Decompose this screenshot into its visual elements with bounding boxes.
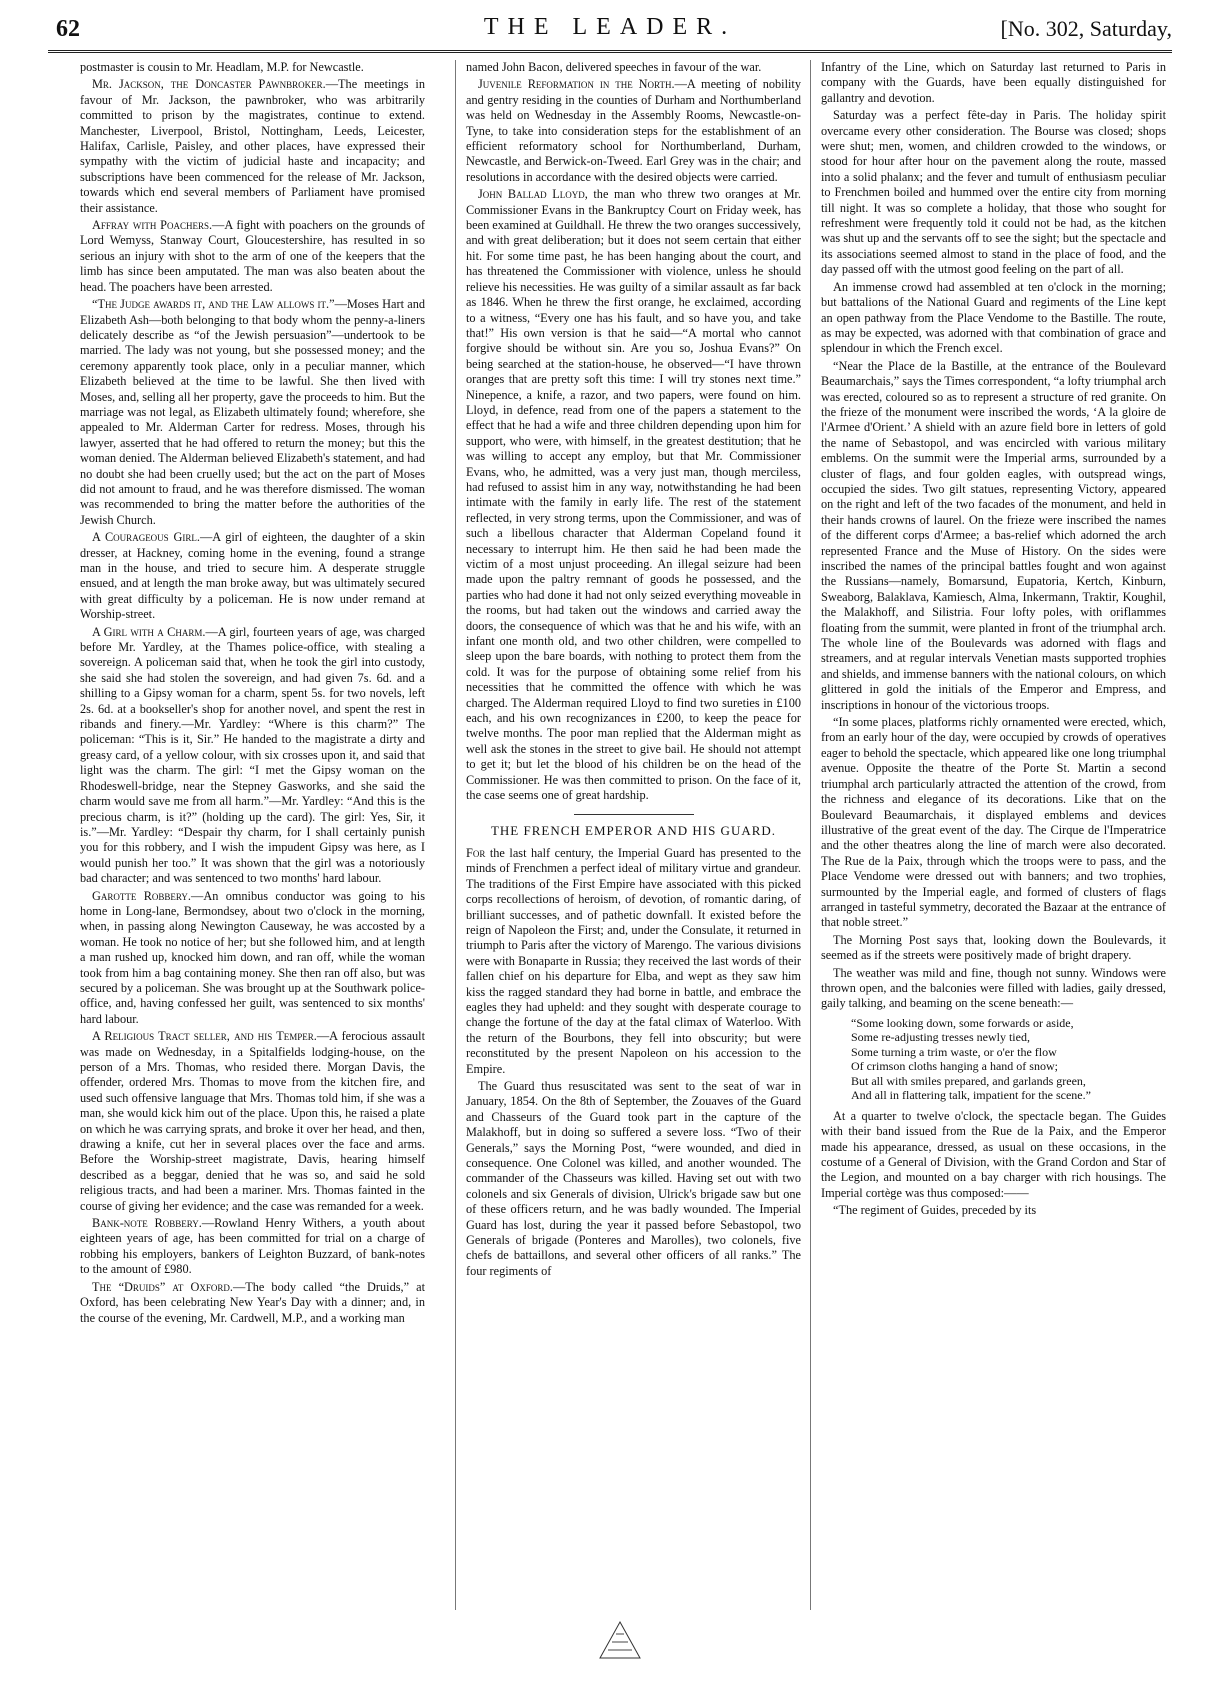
article-text: At a quarter to twelve o'clock, the spectacle began. The Guides with their band issued from the Rue de la Paix, and the Emperor made his appearance, dressed, as usual on these occasions, in the costume of a General of Division, with the Grand Cordon and Star of the Legion, and mounted on a bay charger with rich housings. The Imperial cortège was thus composed:——: [821, 1108, 1166, 1200]
article-paragraph: [80, 530, 425, 622]
article-text: The Morning Post says that, looking down the Boulevards, it seemed as if the streets were positively made of bright drapery.: [821, 932, 1166, 963]
article-paragraph: [821, 280, 1166, 357]
article-heading: Garotte Robbery.: [92, 888, 192, 903]
article-text: —A girl of eighteen, the daughter of a skin dresser, at Hackney, coming home in the evening, found a strange man in the house, and tried to secure him. A desperate struggle ensued, and at length the man broke away, but was ultimately secured with great difficulty by a policeman. He is now under remand at Worship-street.: [80, 530, 425, 622]
article-text: —Rowland Henry Withers, a youth about eighteen years of age, has been committed for trial on a charge of robbing his employers, bankers of Leighton Buzzard, of bank-notes to the amount of £980.: [80, 1216, 425, 1277]
page-number: 62: [56, 16, 80, 42]
article-text: —A fight with poachers on the grounds of Lord Wemyss, Stanway Court, Gloucestershire, has resulted in so serious an injury with shot to the arm of one of the keepers that the limb has since been amputated. The man was also beaten about the head. The poachers have been arrested.: [80, 218, 425, 294]
verse-line: Some turning a trim waste, or o'er the flow: [851, 1044, 1057, 1059]
article-text: —The body called “the Druids,” at Oxford, has been celebrating New Year's Day with a dinner; and, in the course of the evening, Mr. Cardwell, M.P., and a working man: [80, 1279, 425, 1325]
article-text: —A meeting of nobility and gentry residing in the counties of Durham and Northumberland was held on Wednesday in the Assembly Rooms, Newcastle-on-Tyne, to take into consideration steps for the establishment of an efficient reformatory school for Northumberland, Durham, Newcastle, and Berwick-on-Tweed. Earl Grey was in the chair; and resolutions in accordance with the desired objects were carried.: [466, 77, 801, 184]
article-heading: A Courageous Girl.: [92, 530, 200, 545]
article-paragraph: [821, 60, 1166, 106]
article-text: “In some places, platforms richly ornamented were erected, which, from an early hour of the day, were occupied by crowds of operatives eager to behold the spectacle, which appeared like one long triumphal avenue. Opposite the theatre of the Porte St. Martin a second triumphal arch particularly attracted the attention of the crowd, from the richness and elegance of its decorations. Like that on the Boulevard Beaumarchais, it displayed emblems and devices illustrative of the great event of the day. The Cirque de l'Imperatrice and the other theatres along the line of march were also decorated. The Rue de la Paix, through which the troops were to pass, and the Place Vendome were dressed out with banners; and two trophies, surmounted by the Imperial eagle, and formed of clusters of flags arranged in tasteful symmetry, decorated the Bazaar at the entrance of that noble street.”: [821, 715, 1166, 930]
column-right: [810, 60, 1166, 1610]
section-paragraph: [466, 846, 801, 1077]
column-right-end: [821, 1109, 1166, 1219]
section-text: The Guard thus resuscitated was sent to the seat of war in January, 1854. On the 8th of September, the Zouaves of the Guard and Chasseurs of the Guard took part in the capture of the Malakhoff, but in doing so suffered a severe loss. “Two of their Generals,” says the Morning Post, “were wounded, and died in consequence. One Colonel was killed, and another wounded. The commander of the Chasseurs was killed. Having set out with two colonels and six Generals of division, Ulrick's brigade saw but one of these officers return, and he was badly wounded. The Imperial Guard has lost, during the year it passed before Sebastopol, two Generals of brigade (Ponteres and Marolles), two colonels, five chefs de battaillons, and several other officers of all ranks.” The four regiments of: [466, 1079, 801, 1278]
article-heading: A Girl with a Charm.: [92, 624, 206, 639]
article-text: Saturday was a perfect fête-day in Paris. The holiday spirit overcame every other consideration. The Bourse was closed; shops were shut; men, women, and children crowded to the windows, or stood for hour after hour on the pavement along the route, massed into a solid phalanx; and the fever and tumult of enthusiasm peculiar to Frenchmen boiled and hummed over the entire city from morning till night. It was so complete a holiday, that those who sought for refreshment were frequently told it could not be had, as the kitchen was shut up and the servants off to see the sight; but the spectacle and its associations seemed almost to stand in the place of food, and the day passed off with the utmost good feeling on the part of all.: [821, 108, 1166, 277]
verse-quote: [851, 1016, 1166, 1103]
article-paragraph: [80, 1280, 425, 1326]
verse-line: But all with smiles prepared, and garlands green,: [851, 1073, 1086, 1088]
article-heading: “The Judge awards it, and the Law allows it.”: [92, 297, 335, 312]
verse-line: And all in flattering talk, impatient for the scene.”: [851, 1088, 1091, 1103]
article-text: the man who threw two oranges at Mr. Commissioner Evans in the Bankruptcy Court on Friday week, has been examined at Guildhall. He threw the two oranges successively, and with great deliberation; but it does not seem certain that either hit. For some time past, he has been hanging about the court, and has threatened the Commissioner with violence, unless he should relieve his necessities. He was guilty of a similar assault as far back as 1846. When he threw the first orange, he exclaimed, according to a witness, “Every one has his fault, and so have you, and take that!” His own version is that he said—“A mortal who cannot forgive should be without sin. Are you so, Joshua Evans?” On being searched at the station-house, he observed—“I have thrown oranges that are pretty soft this time: I will try stones next time.” Ninepence, a knife, a razor, and two papers, were found on him. Lloyd, in defence, read from one of the papers a statement to the effect that he had a wife and three children depending upon him for support, who were, with himself, in the greatest destitution; that he was willing to accept any employ, but that Mr. Commissioner Evans, who, he admitted, was a very just man, though merciless, had refused to assist him in any way, notwithstanding he had been intimate with the family in early life. The rest of the statement reflected, in very strong terms, upon the Commissioner, and was of such a libellous character that Alderman Copeland found it necessary to interrupt him. He then said he had been made the victim of a most unjust proceeding. An illegal seizure had been made upon the paltry remnant of goods he possessed, and the parties who had done it had not only seized everything moveable in the rooms, but had taken out the windows and carried away the doors, the consequence of which was that he and his wife, with an infant one month old, and two other children, were compelled to sleep upon the bare boards, with nothing to protect them from the cold. It was for the purpose of obtaining some relief from his necessities that he committed the offence with which he was charged. The Alderman required Lloyd to find two sureties in £100 each, and his own recognizances in £200, to keep the peace for twelve months. The poor man replied that the Alderman might as well ask the stones in the street to give bail. He should not attempt to get it; but let the blood of his children be on the head of the Commissioner. He was then committed to prison. On the face of it, the case seems one of great hardship.: [466, 187, 801, 803]
article-paragraph: [821, 108, 1166, 277]
article-paragraph: [821, 1203, 1166, 1218]
section-body: [466, 846, 801, 1279]
article-paragraph: [466, 77, 801, 185]
article-text: —The meetings in favour of Mr. Jackson, the pawnbroker, who was arbitrarily committed to prison by the magistrates, continue to extend. Manchester, Liverpool, Bristol, Nottingham, Leeds, Leicester, Halifax, Carlisle, Paisley, and other places, have expressed their sympathy with the victim of judicial haste and incapacity; and subscriptions have been commenced for the release of Mr. Jackson, towards which end several members of Parliament have promised their assistance.: [80, 77, 425, 215]
article-heading: Affray with Poachers.: [92, 218, 213, 233]
article-text: postmaster is cousin to Mr. Headlam, M.P. for Newcastle.: [80, 60, 364, 74]
article-paragraph: [821, 966, 1166, 1012]
article-heading: Mr. Jackson, the Doncaster Pawnbroker.: [92, 77, 326, 92]
column-right-articles: [821, 60, 1166, 1012]
section-lead-word: For: [466, 845, 486, 860]
article-paragraph: [80, 218, 425, 295]
article-text: Infantry of the Line, which on Saturday last returned to Paris in company with the Guards, have been equally distinguished for gallantry and devotion.: [821, 60, 1166, 105]
article-text: The weather was mild and fine, though not sunny. Windows were thrown open, and the balconies were filled with ladies, gaily dressed, gaily talking, and beaming on the scene beneath:—: [821, 965, 1166, 1011]
article-paragraph: [821, 1109, 1166, 1201]
article-heading: John Ballad Lloyd,: [478, 187, 588, 202]
page-header: [48, 10, 1172, 53]
column-middle-articles: [466, 60, 801, 804]
column-middle: [455, 60, 801, 1610]
article-heading: Bank-note Robbery.: [92, 1216, 202, 1231]
article-text: —Moses Hart and Elizabeth Ash—both belonging to that body whom the penny-a-liners delicately describe as “of the Jewish persuasion”—undertook to be married. The lady was not young, but she possessed money; and the ceremony apparently took place, only in a peculiar manner, which Elizabeth believed at the time to be lawful. She then lived with Moses, and, selling all her property, gave the proceeds to him. But the marriage was not legal, as Elizabeth ultimately found; wherefore, she appealed to Mr. Alderman Carter for redress. Moses, through his lawyer, asserted that he had offered to return the money; but this the woman denied. The Alderman believed Elizabeth's statement, and had no doubt she had been cruelly used; but the act on the part of Moses did not amount to fraud, and he was therefore dismissed. The woman was recommended to bring the matter before the authorities of the Jewish Church.: [80, 297, 425, 527]
newspaper-title: THE LEADER.: [483, 14, 737, 40]
section-paragraph: [466, 1079, 801, 1279]
article-text: “Near the Place de la Bastille, at the entrance of the Boulevard Beaumarchais,” says the Times correspondent, “a lofty triumphal arch was erected, coloured so as to represent a structure of red granite. On the frieze of the monument were inscribed the words, ‘A la gloire de l'Armee d'Orient.’ A shield with an azure field bore in letters of gold the name of Sebastopol, and was encircled with various military emblems. On the summit were the Imperial arms, surrounded by a cluster of flags, and four golden eagles, with outspread wings, occupied the sides. Two gilt statues, representing Victory, appeared on the right and left of the two facades of the monument, and held in their hands crowns of laurel. On the frieze were inscribed the names of the different corps d'Armee; a bas-relief which adorned the arch represented France and the Muse of History. On the sides were inscribed the names of the principal battles fought and won against the Russians—namely, Bomarsund, Eupatoria, Kertch, Kinburn, Sweaborg, Balaklava, Kamiesch, Alma, Inkermann, Traktir, Koughil, the Malakhoff, and Silistria. Four lofty poles, with oriflammes floating from the summit, were planted in front of the triumphal arch. The whole line of the Boulevards was adorned with flags and streamers, and at regular intervals Venetian masts supported trophies and shields, and immense banners with the national colours, on which glittered in gold the initials of the Emperor and Empress, and inscriptions in honour of the victorious troops.: [821, 358, 1166, 712]
article-text: —A girl, fourteen years of age, was charged before Mr. Yardley, at the Thames police-office, with stealing a sovereign. A policeman said that, when he took the girl into custody, she said she had stolen the sovereign, and had given 7s. 6d. and a shilling to a Gipsy woman for a charm, spent 5s. for two novels, left 2s. 6d. at a bookseller's shop for another novel, and spent the rest in ribands and finery.—Mr. Yardley: “Where is this charm?” The policeman: “This is it, Sir.” He handed to the magistrate a dirty and greasy card, of a yellow colour, with six crosses upon it, and said that light was the charm. The girl: “I met the Gipsy woman on the Rhodeswell-bridge, near the Stepney Gasworks, and she said the charm would save me from all harm.”—Mr. Yardley: “And this is the precious charm, is it?” (holding up the card). The girl: Yes, Sir, it is.”—Mr. Yardley: “Despair thy charm, for I shall certainly punish you for this robbery, and I wish the impudent Gipsy was here, as I would punish her too.” It was shown that the girl was a notoriously bad character; and was sentenced to two months' hard labour.: [80, 624, 425, 886]
article-text: —A ferocious assault was made on Wednesday, in a Spitalfields lodging-house, on the person of a Mrs. Thomas, who resided there. Morgan Davis, the offender, ordered Mrs. Thomas to move from the kitchen fire, and used such offensive language that Mrs. Thomas told him, if she was a man, she would kick him out of the place. Upon this, he raised a plate on which he was carrying sprats, and broke it over her head, and then, drawing a knife, cut her in several places over the face and arms. Before the Worship-street magistrate, Davis, hearing himself described as a beggar, denied that he was so, and said he sold religious tracts, and had been a mariner. Mrs. Thomas fainted in the course of giving her evidence; and the case was remanded for a week.: [80, 1029, 425, 1213]
article-paragraph: [80, 889, 425, 1028]
article-heading: The “Druids” at Oxford.: [92, 1279, 233, 1294]
issue-label: [No. 302, Saturday,: [1000, 16, 1172, 41]
article-paragraph: [821, 715, 1166, 931]
column-left: [80, 60, 425, 1610]
article-paragraph: [80, 60, 425, 75]
article-paragraph: [466, 60, 801, 75]
article-paragraph: [80, 1216, 425, 1278]
article-text: An immense crowd had assembled at ten o'clock in the morning; but battalions of the National Guard and regiments of the Line kept an open pathway from the Place Vendome to the Bastille. The route, as may be expected, was adorned with that combination of grace and splendour in which the French excel.: [821, 279, 1166, 356]
article-paragraph: [821, 933, 1166, 964]
article-heading: Juvenile Reformation in the North.: [478, 77, 675, 92]
article-paragraph: [80, 297, 425, 528]
article-paragraph: [80, 625, 425, 887]
article-paragraph: [80, 77, 425, 216]
article-text: —An omnibus conductor was going to his home in Long-lane, Bermondsey, about two o'clock in the morning, when, in passing along Newington Causeway, he was accosted by a woman. He took no notice of her; but she followed him, and at length a man rushed up, knocked him down, and ran off, while the woman took from him a bag containing money. She then ran off also, but was secured by a policeman. She was brought up at the Southwark police-office, and, having confessed her guilt, was sentenced to six months' hard labour.: [80, 888, 425, 1026]
section-rule: [574, 814, 694, 815]
printer-ornament-icon: [590, 1620, 650, 1660]
verse-line: “Some looking down, some forwards or aside,: [851, 1015, 1074, 1030]
verse-line: Some re-adjusting tresses newly tied,: [851, 1030, 1030, 1045]
verse-line: Of crimson cloths hanging a hand of snow;: [851, 1059, 1058, 1074]
article-text: named John Bacon, delivered speeches in favour of the war.: [466, 60, 762, 74]
article-paragraph: [466, 187, 801, 803]
article-paragraph: [80, 1029, 425, 1214]
article-text: “The regiment of Guides, preceded by its: [833, 1203, 1037, 1218]
article-heading: A Religious Tract seller, and his Temper.: [92, 1029, 317, 1044]
section-text: the last half century, the Imperial Guard has presented to the minds of Frenchmen a perfect ideal of military virtue and grandeur. The traditions of the First Empire have associated with this picked corps recollections of heroism, of devotion, of romantic daring, of brilliant successes, and of pathetic downfall. It existed before the reign of Napoleon the First; and, under the Consulate, it returned in triumph to Paris after the victory of Marengo. The various divisions were with Bonaparte in Russia; they received the last words of their fallen chief on his departure for Elba, and wept as they saw him kiss the ragged standard they had borne in battle, and embrace the eagles they had upheld: and they sought with desperate courage to change the fortune of the day at the fatal climax of Waterloo. With the return of the Bourbons, they fell into obscurity; but were reconstituted by the present Napoleon on his accession to the Empire.: [466, 845, 801, 1076]
article-paragraph: [821, 359, 1166, 713]
section-title: THE FRENCH EMPEROR AND HIS GUARD.: [490, 822, 777, 838]
